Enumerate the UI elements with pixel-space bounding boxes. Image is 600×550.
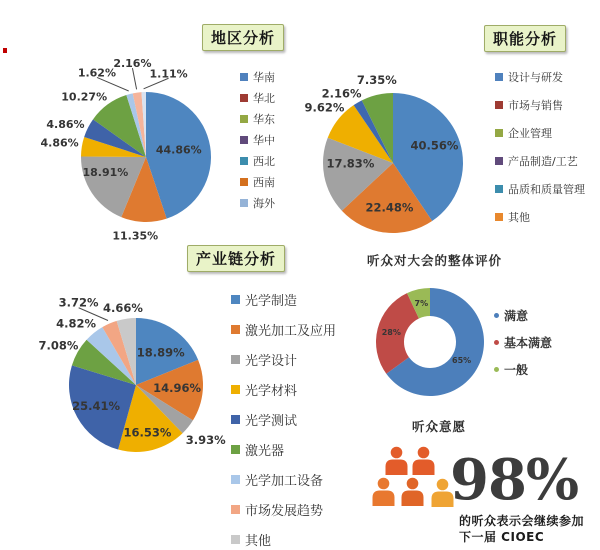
legend-swatch bbox=[240, 73, 248, 81]
pie-label: 7.35% bbox=[356, 73, 397, 88]
legend-label: 西南 bbox=[253, 176, 275, 189]
legend-swatch bbox=[240, 115, 248, 123]
legend-label: 华南 bbox=[253, 71, 275, 84]
legend-item bbox=[495, 210, 585, 223]
pie-label: 11.35% bbox=[112, 229, 159, 243]
evaluation-chart-title: 听众对大会的整体评价 bbox=[367, 253, 503, 268]
willingness-title: 听众意愿 bbox=[412, 419, 467, 434]
legend-item bbox=[494, 362, 552, 376]
legend-item bbox=[231, 382, 336, 397]
legend-label: 品质和质量管理 bbox=[508, 182, 585, 196]
person-icon bbox=[400, 477, 425, 507]
legend-swatch bbox=[231, 505, 240, 514]
legend-swatch bbox=[231, 295, 240, 304]
pie-label: 4.66% bbox=[103, 300, 143, 315]
pie-label: 44.86% bbox=[155, 143, 202, 157]
industry-chart bbox=[39, 296, 227, 452]
legend-swatch bbox=[240, 136, 248, 144]
pie-label: 16.53% bbox=[123, 425, 172, 440]
pie-label: 4.82% bbox=[56, 316, 97, 331]
legend-swatch bbox=[495, 213, 503, 221]
industry-legend bbox=[231, 292, 336, 547]
legend-item bbox=[240, 155, 275, 167]
pie-label: 18.91% bbox=[82, 166, 129, 179]
legend-label: 光学设计 bbox=[245, 354, 298, 369]
legend-item bbox=[231, 292, 336, 307]
legend-label: 华北 bbox=[253, 92, 275, 105]
legend-swatch bbox=[240, 199, 248, 207]
legend-swatch bbox=[231, 325, 240, 334]
big-percent-value: 98% bbox=[450, 447, 579, 513]
legend-swatch bbox=[231, 445, 240, 454]
person-icon bbox=[411, 446, 436, 476]
pie-label: 4.86% bbox=[46, 118, 85, 132]
legend-swatch bbox=[231, 535, 240, 544]
legend-item bbox=[231, 502, 336, 517]
legend-swatch bbox=[231, 355, 240, 364]
legend-item bbox=[495, 70, 585, 83]
label-leader-line bbox=[97, 77, 129, 91]
function-legend bbox=[495, 70, 585, 223]
legend-item bbox=[494, 335, 552, 349]
legend-item bbox=[495, 154, 585, 167]
person-icon bbox=[371, 477, 396, 507]
legend-item bbox=[240, 134, 275, 146]
legend-item bbox=[495, 126, 585, 139]
legend-label: 基本满意 bbox=[504, 335, 553, 350]
legend-swatch bbox=[240, 178, 248, 186]
legend-item bbox=[231, 352, 336, 367]
pie-label: 4.86% bbox=[40, 136, 79, 150]
industry-chart-title: 产业链分析 bbox=[187, 245, 285, 272]
legend-label: 其他 bbox=[508, 210, 530, 224]
legend-label: 激光器 bbox=[245, 444, 285, 459]
legend-item bbox=[495, 98, 585, 111]
pie-label: 10.27% bbox=[61, 90, 108, 104]
pie-label: 2.16% bbox=[113, 57, 152, 71]
legend-label: 光学制造 bbox=[245, 294, 298, 309]
legend-swatch bbox=[240, 157, 248, 165]
legend-label: 华中 bbox=[253, 134, 275, 147]
region-legend bbox=[240, 71, 275, 209]
pie-label: 25.41% bbox=[72, 398, 121, 413]
legend-item bbox=[240, 197, 275, 209]
pie-label: 28% bbox=[381, 328, 401, 338]
legend-item bbox=[240, 71, 275, 83]
legend-label: 光学测试 bbox=[245, 414, 298, 429]
legend-label: 市场发展趋势 bbox=[245, 504, 324, 519]
legend-item bbox=[231, 472, 336, 487]
willingness-caption-line1: 的听众表示会继续参加 bbox=[459, 514, 585, 528]
legend-label: 华东 bbox=[253, 113, 275, 126]
pie-label: 7% bbox=[414, 299, 429, 308]
legend-label: 其他 bbox=[245, 534, 272, 549]
pie-label: 17.83% bbox=[326, 156, 375, 171]
pie-label: 18.89% bbox=[136, 345, 185, 360]
legend-swatch bbox=[495, 101, 503, 109]
pie-label: 7.08% bbox=[38, 338, 79, 353]
legend-swatch bbox=[494, 313, 499, 318]
legend-label: 海外 bbox=[253, 197, 275, 210]
pie-label: 65% bbox=[452, 356, 472, 366]
pie-label: 1.11% bbox=[149, 67, 188, 81]
legend-label: 设计与研发 bbox=[508, 70, 563, 84]
pie-label: 3.93% bbox=[185, 432, 226, 447]
legend-swatch bbox=[495, 129, 503, 137]
pie-label: 3.72% bbox=[58, 295, 99, 310]
pie-label: 14.96% bbox=[153, 381, 202, 396]
evaluation-chart bbox=[376, 288, 484, 396]
evaluation-legend bbox=[494, 308, 552, 376]
function-chart-title: 职能分析 bbox=[484, 25, 566, 52]
legend-item bbox=[240, 176, 275, 188]
pie-label: 40.56% bbox=[410, 138, 459, 153]
legend-swatch bbox=[494, 340, 499, 345]
legend-swatch bbox=[495, 157, 503, 165]
legend-swatch bbox=[231, 415, 240, 424]
function-chart bbox=[305, 73, 463, 233]
legend-label: 光学加工设备 bbox=[245, 474, 324, 489]
legend-label: 一般 bbox=[504, 362, 529, 377]
legend-swatch bbox=[231, 385, 240, 394]
legend-label: 激光加工及应用 bbox=[245, 324, 337, 339]
legend-item bbox=[240, 113, 275, 125]
legend-item bbox=[494, 308, 552, 322]
legend-item bbox=[240, 92, 275, 104]
legend-swatch bbox=[231, 475, 240, 484]
legend-item bbox=[231, 532, 336, 547]
region-chart bbox=[41, 57, 211, 242]
legend-item bbox=[231, 442, 336, 457]
pie-label: 9.62% bbox=[304, 100, 345, 115]
legend-swatch bbox=[495, 73, 503, 81]
legend-label: 西北 bbox=[253, 155, 275, 168]
willingness-caption-line2: 下一届 CIOEC bbox=[459, 530, 545, 544]
label-leader-line bbox=[132, 68, 136, 89]
legend-swatch bbox=[495, 185, 503, 193]
legend-label: 市场与销售 bbox=[508, 98, 563, 112]
legend-item bbox=[231, 322, 336, 337]
pie-label: 1.62% bbox=[77, 66, 116, 80]
pie-label: 2.16% bbox=[321, 86, 362, 101]
legend-item bbox=[231, 412, 336, 427]
legend-item bbox=[495, 182, 585, 195]
legend-swatch bbox=[240, 94, 248, 102]
legend-swatch bbox=[494, 367, 499, 372]
legend-label: 企业管理 bbox=[508, 126, 552, 140]
legend-label: 光学材料 bbox=[245, 384, 298, 399]
pie-label: 22.48% bbox=[365, 200, 414, 215]
person-icon bbox=[384, 446, 409, 476]
legend-label: 满意 bbox=[504, 308, 529, 323]
legend-label: 产品制造/工艺 bbox=[508, 154, 578, 168]
region-chart-title: 地区分析 bbox=[202, 24, 284, 51]
